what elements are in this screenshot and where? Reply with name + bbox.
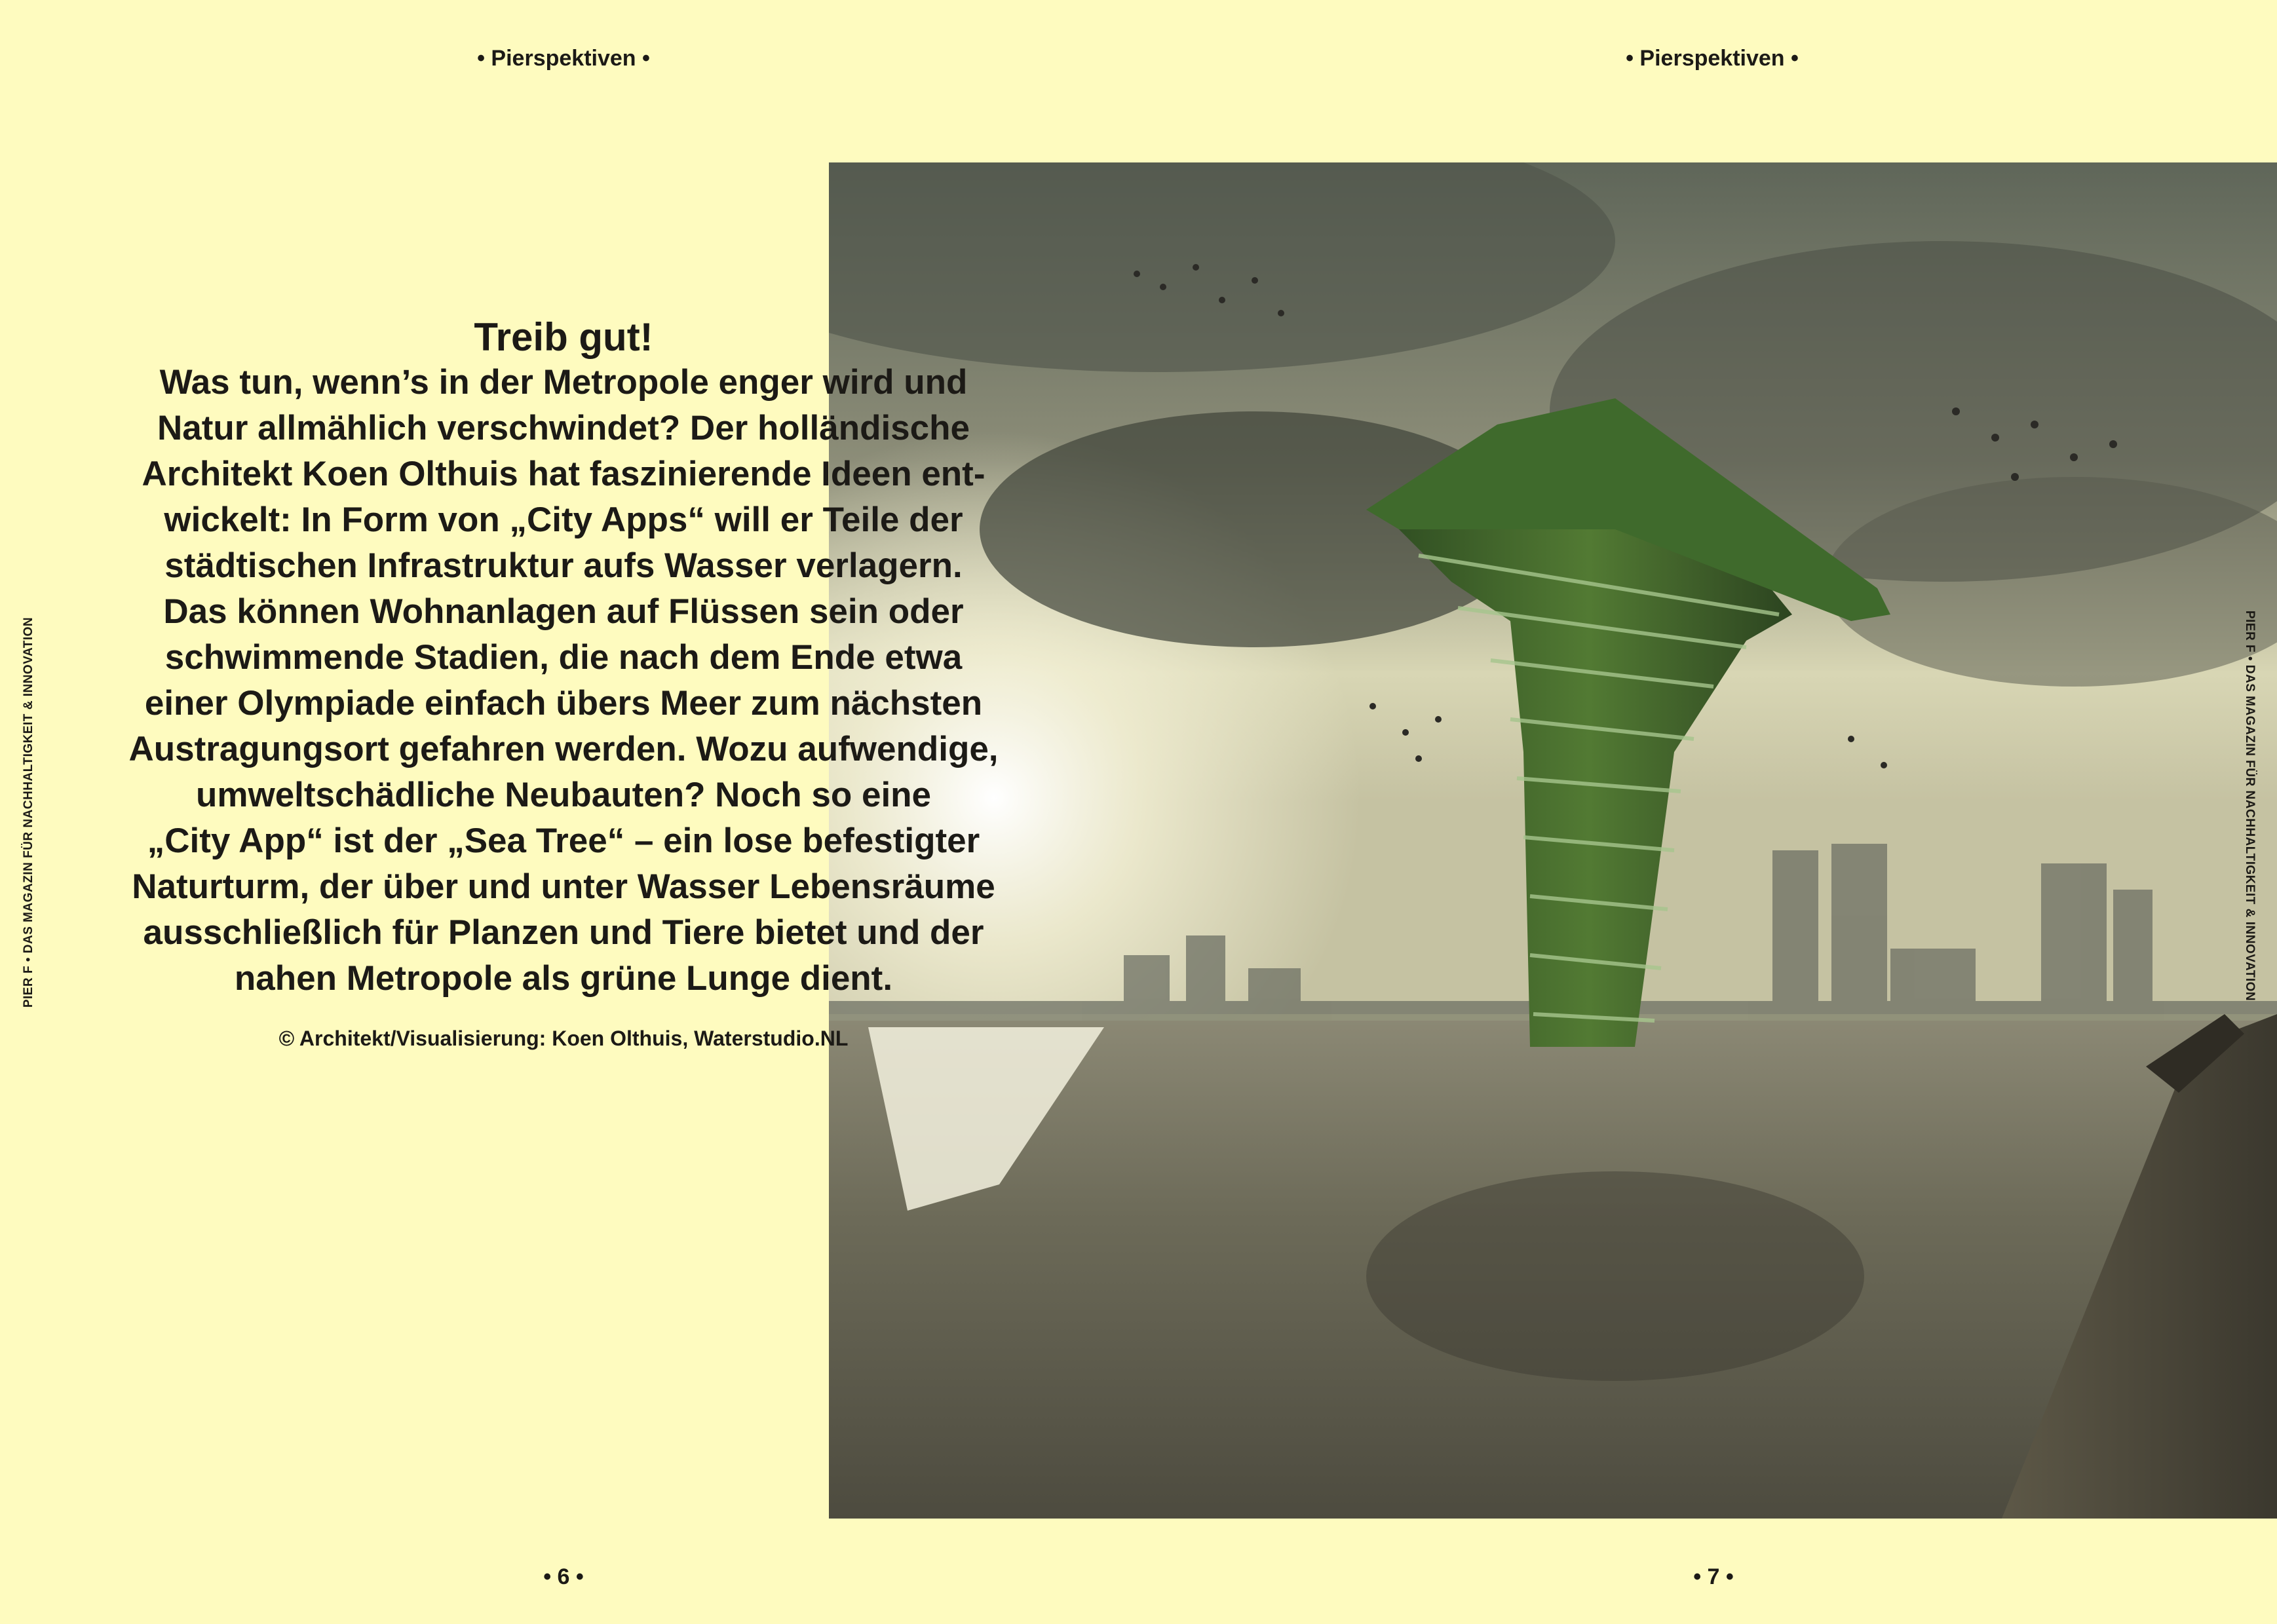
article-body — [39, 360, 1088, 1002]
article-line: Was tun, wenn’s in der Metropole enger wird und — [159, 363, 968, 402]
page-number-right: • 7 • — [1693, 1564, 1734, 1589]
spine-text-left: PIER F • DAS MAGAZIN FÜR NACHHALTIGKEIT & INNOVATION — [22, 616, 35, 1008]
article-line: nahen Metropole als grüne Lunge dient. — [234, 959, 893, 998]
article-headline: Treib gut! — [474, 315, 653, 359]
section-label-left: • Pierspektiven • — [477, 46, 650, 71]
article-line: umweltschädliche Neubauten? Noch so eine — [195, 776, 932, 814]
article-line: „City App“ ist der „Sea Tree“ – ein lose befestigter — [147, 821, 980, 860]
page-number-left: • 6 • — [543, 1564, 584, 1589]
article-line: Austragungsort gefahren werden. Wozu aufwendige, — [128, 730, 999, 768]
article-line: Architekt Koen Olthuis hat faszinierende Ideen ent- — [142, 455, 985, 493]
article-line: Naturturm, der über und unter Wasser Lebensräume — [132, 867, 995, 906]
article-line: wickelt: In Form von „City Apps“ will er Teile der — [164, 500, 963, 539]
article-line: einer Olympiade einfach übers Meer zum nächsten — [144, 684, 983, 723]
section-label-right: • Pierspektiven • — [1626, 46, 1799, 71]
article-line: schwimmende Stadien, die nach dem Ende etwa — [164, 638, 963, 677]
spine-text-right: PIER F • DAS MAGAZIN FÜR NACHHALTIGKEIT & INNOVATION — [2243, 610, 2257, 1002]
article-block — [39, 314, 1088, 1051]
article-line: Das können Wohnanlagen auf Flüssen sein oder — [163, 592, 964, 631]
article-line: Natur allmählich verschwindet? Der holländische — [157, 409, 970, 447]
photo-credit: © Architekt/Visualisierung: Koen Olthuis, Waterstudio.NL — [278, 1027, 849, 1050]
article-line: städtischen Infrastruktur aufs Wasser verlagern. — [164, 546, 963, 585]
article-line: ausschließlich für Planzen und Tiere bietet und der — [143, 913, 984, 952]
